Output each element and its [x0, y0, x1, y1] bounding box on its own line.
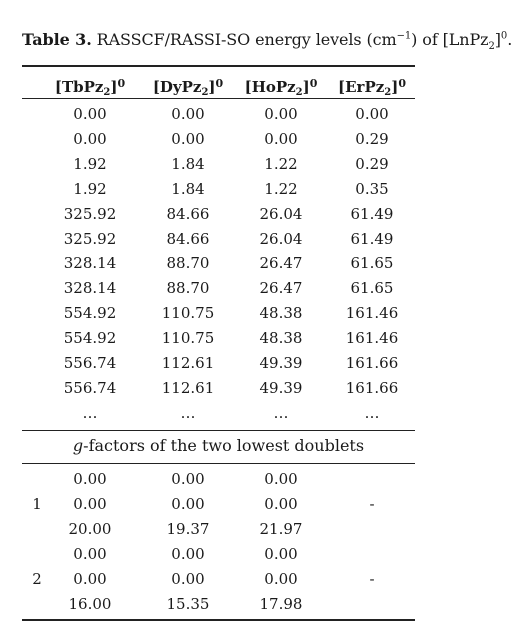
table-cell: 0.00 — [171, 470, 205, 488]
table-cell: 0.00 — [73, 105, 107, 123]
caption-text-mid: ) of [LnPz — [411, 30, 489, 49]
table-cell: 26.04 — [259, 229, 303, 248]
table-cell: 0.00 — [264, 105, 298, 123]
caption-sub: 2 — [488, 41, 495, 53]
table-cell: 61.49 — [350, 229, 394, 248]
table-cell: 84.66 — [166, 204, 210, 223]
table-cell: 0.00 — [171, 494, 205, 513]
section-rule-bottom — [22, 463, 415, 464]
table-cell: 1.84 — [171, 179, 205, 198]
table-cell: 161.66 — [345, 354, 399, 372]
table-cell: 0.35 — [355, 179, 389, 198]
table-cell: 0.00 — [264, 544, 298, 563]
table-cell: 554.92 — [63, 329, 117, 348]
table-cell: 20.00 — [68, 519, 112, 538]
table-cell: 0.00 — [264, 470, 298, 488]
table-row — [0, 542, 501, 567]
table-cell: 0.29 — [355, 129, 389, 148]
table-cell: 84.66 — [166, 229, 210, 248]
table-cell: 26.04 — [259, 204, 303, 223]
header-tbpz2: [TbPz$_2$]$^0$ — [54, 77, 126, 98]
table-row — [0, 152, 501, 177]
table-cell: 49.39 — [259, 354, 303, 372]
table-cell: 325.92 — [63, 204, 117, 223]
table-cell: 0.00 — [264, 569, 298, 588]
table-cell: 1.22 — [264, 179, 298, 198]
table-cell: 328.14 — [63, 254, 117, 273]
table-cell: 554.92 — [63, 304, 117, 323]
table-cell: 49.39 — [259, 378, 303, 397]
header-dypz2: [DyPz$_2$]$^0$ — [152, 77, 224, 98]
table-cell: 0.00 — [171, 544, 205, 563]
table-cell: 161.46 — [345, 304, 399, 323]
table-cell: 556.74 — [63, 354, 117, 372]
gfactor-title-italic: g — [72, 436, 84, 455]
table-row — [0, 102, 501, 127]
table-row — [0, 227, 501, 252]
table-cell: 26.47 — [259, 254, 303, 273]
gfactor-title-rest: -factors of the two lowest doublets — [83, 436, 365, 455]
section-rule-top — [22, 430, 415, 431]
table-row — [0, 467, 501, 492]
table-cell: 161.46 — [345, 329, 399, 348]
table-cell: 112.61 — [161, 354, 215, 372]
table-cell: 19.37 — [166, 519, 210, 538]
table-row — [0, 202, 501, 227]
table-cell: 0.29 — [355, 154, 389, 173]
table-row — [0, 567, 501, 592]
table-cell: 61.65 — [350, 254, 394, 273]
table-cell: 0.00 — [171, 129, 205, 148]
table-cell: 15.35 — [166, 594, 210, 613]
caption-text-end: ] — [494, 30, 501, 49]
table-cell: 16.00 — [68, 594, 112, 613]
table-row — [0, 276, 501, 301]
table-cell: 61.65 — [350, 279, 394, 298]
table-row — [0, 351, 501, 376]
doublet-index-cell: 2 — [32, 569, 42, 588]
table-cell: 0.00 — [73, 544, 107, 563]
table-cell: 0.00 — [73, 129, 107, 148]
table-cell: 161.66 — [345, 378, 399, 397]
table-cell: … — [273, 403, 289, 422]
table-cell: … — [82, 403, 98, 422]
caption-unit-sup: −1 — [396, 30, 412, 42]
table-cell: 110.75 — [161, 329, 215, 348]
table-cell: 1.92 — [73, 179, 107, 198]
table-cell: 1.84 — [171, 154, 205, 173]
table-cell: … — [364, 403, 380, 422]
top-rule — [22, 65, 415, 67]
table-cell: 88.70 — [166, 254, 210, 273]
table-cell: 556.74 — [63, 378, 117, 397]
bottom-rule — [22, 619, 415, 621]
table-cell: 110.75 — [161, 304, 215, 323]
table-cell: - — [369, 494, 375, 513]
header-hopz2: [HoPz$_2$]$^0$ — [244, 77, 318, 98]
table-row — [0, 376, 501, 401]
table-cell: 0.00 — [355, 105, 389, 123]
table-cell: 325.92 — [63, 229, 117, 248]
table-cell: 21.97 — [259, 519, 303, 538]
table-cell: 0.00 — [264, 129, 298, 148]
doublet-index-cell: 1 — [32, 494, 42, 513]
table-cell: … — [180, 403, 196, 422]
caption-end-sup: 0 — [500, 30, 508, 42]
table-cell: 61.49 — [350, 204, 394, 223]
table-cell: 328.14 — [63, 279, 117, 298]
table-row — [0, 301, 501, 326]
header-rule — [22, 98, 415, 99]
table-row — [0, 401, 501, 426]
gfactor-section-title — [22, 432, 415, 460]
table-cell: 1.92 — [73, 154, 107, 173]
caption-text-before: RASSCF/RASSI-SO energy levels (cm — [91, 30, 397, 49]
table-cell: 0.00 — [73, 569, 107, 588]
table-row — [0, 177, 501, 202]
header-row — [0, 71, 501, 96]
table-cell: 112.61 — [161, 378, 215, 397]
caption-label: Table 3. — [22, 30, 92, 49]
table-row — [0, 592, 501, 617]
table-row — [0, 251, 501, 276]
table-caption — [22, 30, 512, 52]
table-row — [0, 517, 501, 542]
table-cell: 48.38 — [259, 329, 303, 348]
caption-period: . — [507, 30, 512, 49]
table-cell: - — [369, 569, 375, 588]
table-cell: 0.00 — [73, 470, 107, 488]
table-row — [0, 326, 501, 351]
table-cell: 0.00 — [73, 494, 107, 513]
table-cell: 48.38 — [259, 304, 303, 323]
table-cell: 26.47 — [259, 279, 303, 298]
table-cell: 17.98 — [259, 594, 303, 613]
table-row — [0, 492, 501, 517]
table-cell: 0.00 — [264, 494, 298, 513]
table-cell: 1.22 — [264, 154, 298, 173]
table-row — [0, 127, 501, 152]
table-cell: 0.00 — [171, 569, 205, 588]
table-cell: 0.00 — [171, 105, 205, 123]
header-erpz2: [ErPz$_2$]$^0$ — [338, 77, 406, 98]
table-cell: 88.70 — [166, 279, 210, 298]
